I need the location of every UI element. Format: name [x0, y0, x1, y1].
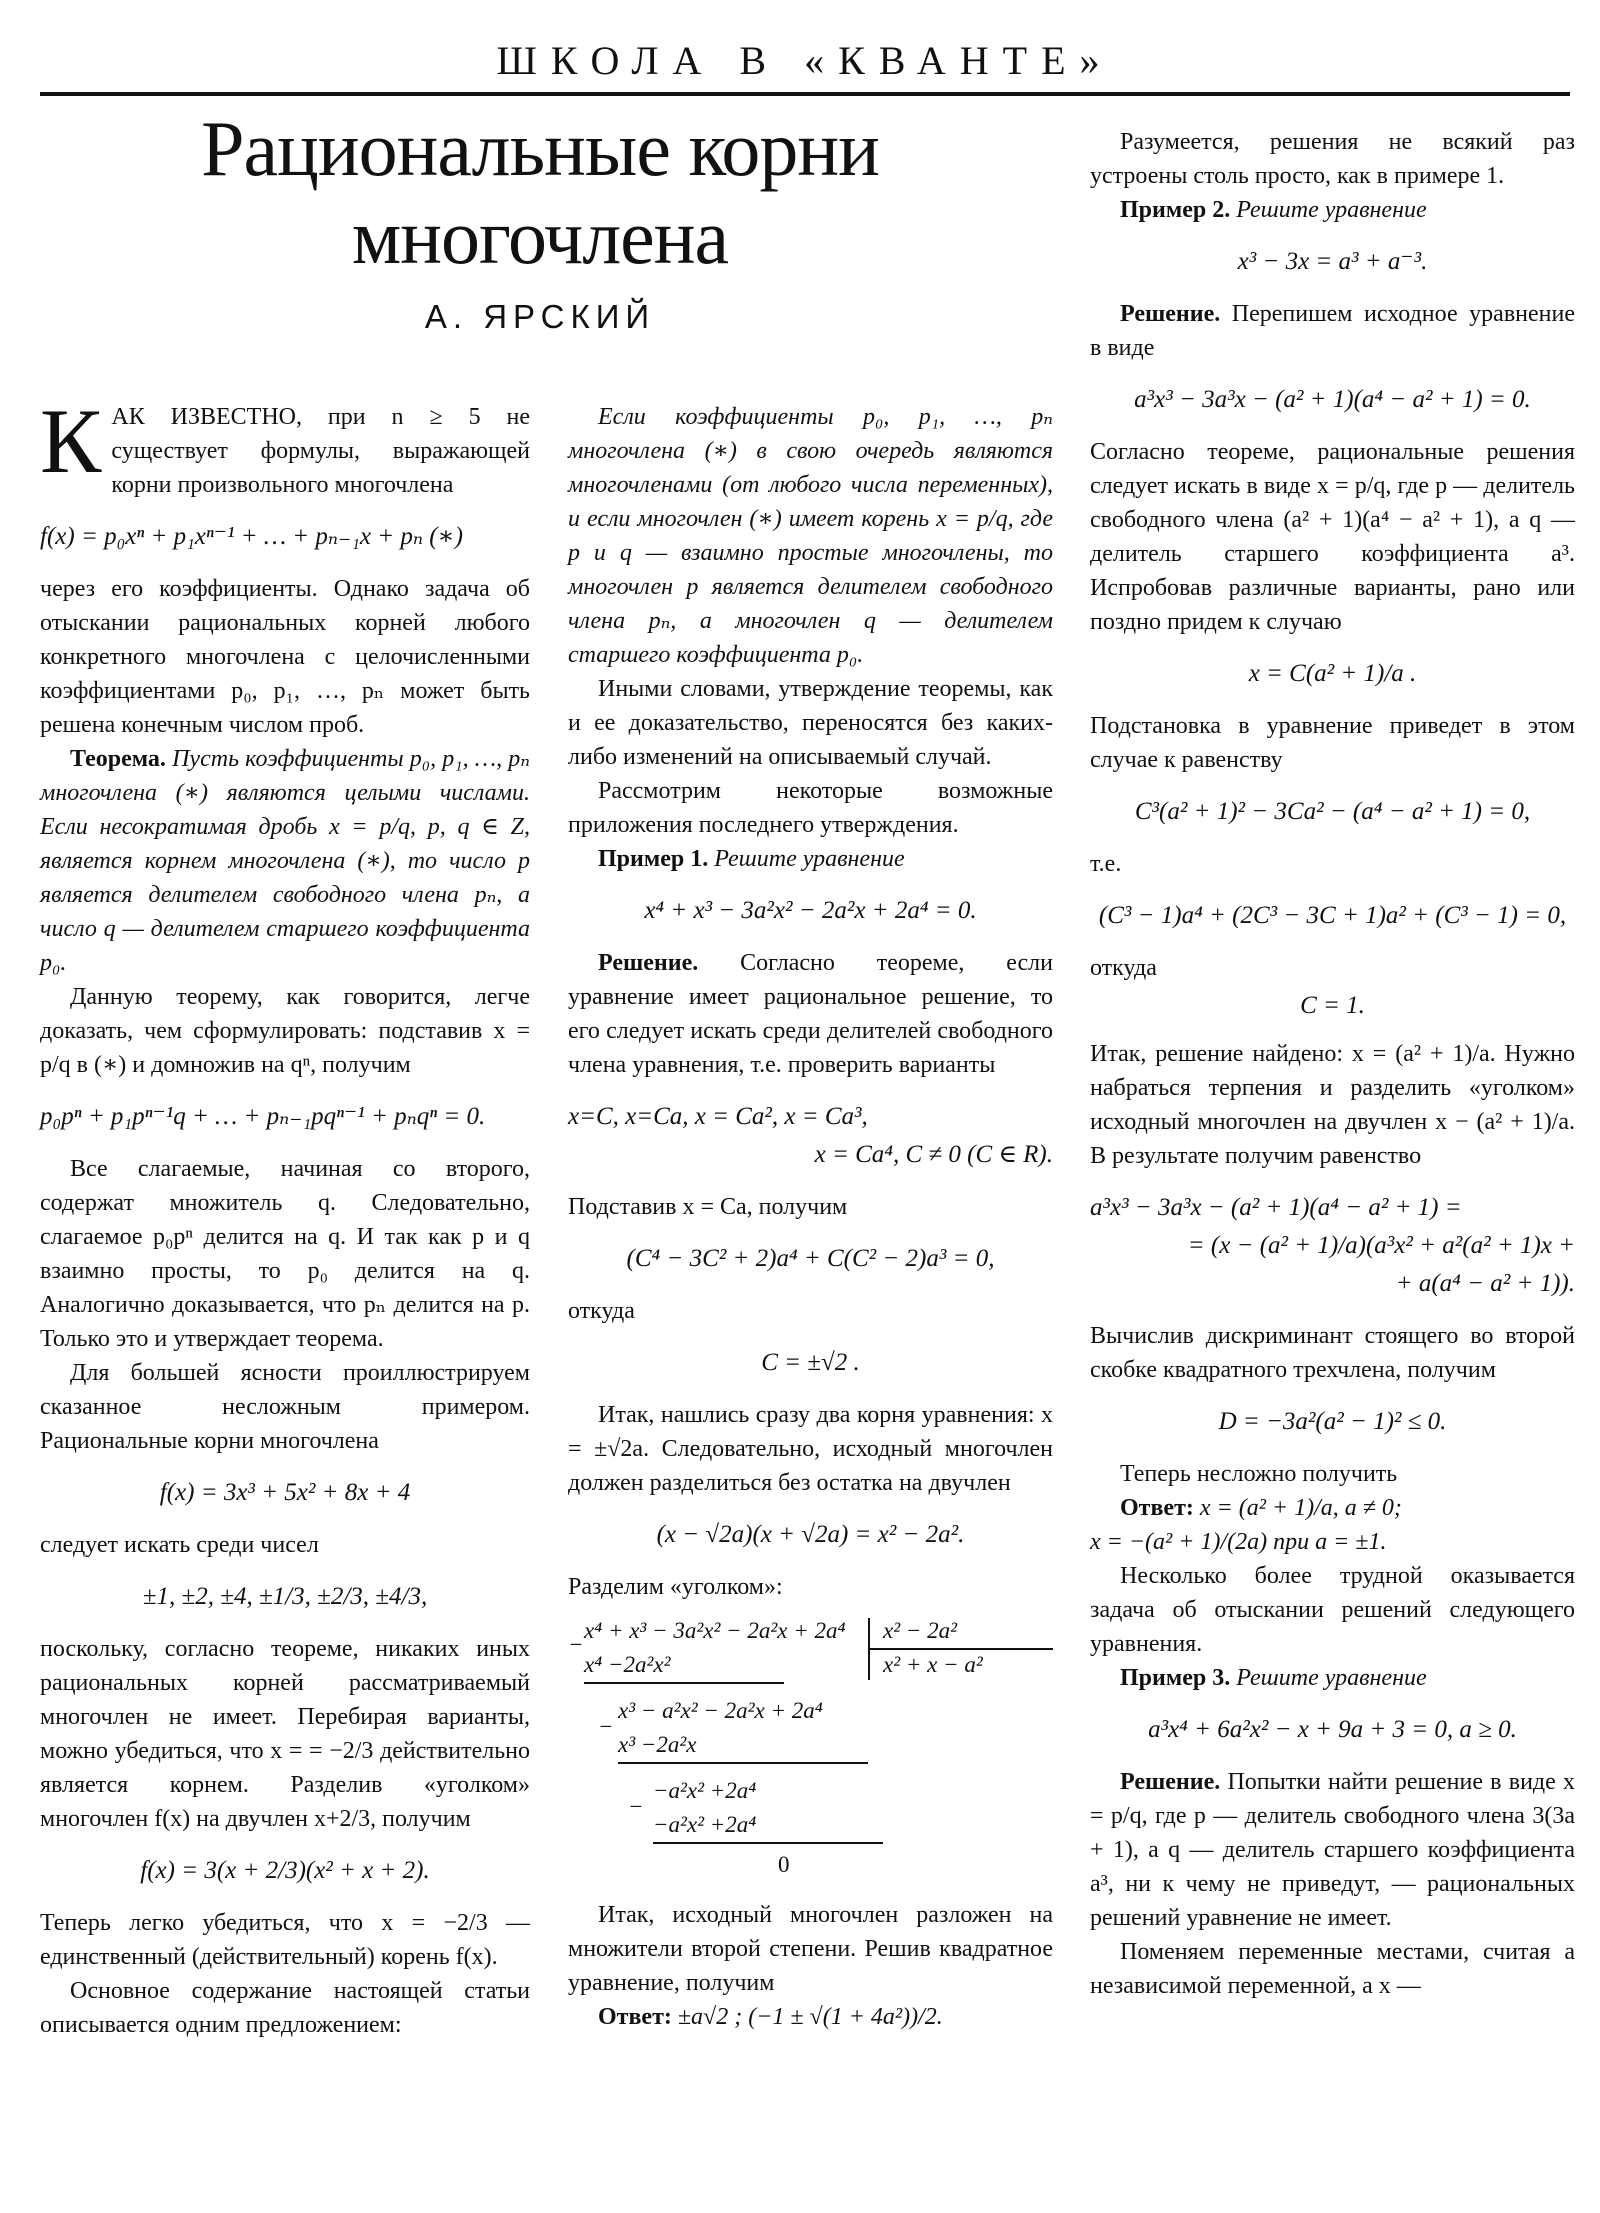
- example-3: [1090, 1661, 1575, 1695]
- paragraph: Итак, нашлись сразу два корня уравнения: x = ±√2a. Следовательно, исходный многочлен должен разделиться без остатка на двучлен: [568, 1402, 1053, 1496]
- formula: f(x) = p₀xⁿ + p₁xⁿ⁻¹ + … + pₙ₋₁x + pₙ (∗): [40, 523, 463, 550]
- paragraph: Несколько более трудной оказывается задача об отыскании решений следующего уравнения.: [1090, 1563, 1575, 1657]
- paragraph: поскольку, согласно теореме, никаких иных рациональных корней рассматриваемый многочлен не имеет. Перебирая варианты, можно убедиться, что x = = −2/3 действительно является корнем. Разделив «уголком» многочлен f(x) на двучлен x+2/3, получим: [40, 1636, 530, 1832]
- formula: f(x) = 3x³ + 5x² + 8x + 4: [159, 1479, 411, 1506]
- section-header: [40, 30, 1570, 96]
- paragraph: Теперь легко убедиться, что x = −2/3 — единственный (действительный) корень f(x).: [40, 1910, 530, 1970]
- answer-text: ±a√2 ; (−1 ± √(1 + 4a²))/2.: [677, 2004, 943, 2030]
- formula: x³ − 3x = a³ + a⁻³.: [1237, 248, 1428, 275]
- solution-label: Решение.: [1120, 301, 1221, 327]
- theorem-label: Теорема.: [70, 746, 166, 772]
- article-title: [40, 105, 1040, 281]
- statement-text: Если коэффициенты p₀, p₁, …, pₙ многочлена (∗) в свою очередь являются многочленами (от любого числа переменных), и если многочлен (∗) имеет корень x = p/q, где p и q — взаимно простые многочлены, то многочлен p является делителем свободного члена pₙ, а многочлен q — делителем старшего коэффициента p₀.: [568, 404, 1053, 668]
- solution-label: Решение.: [1120, 1769, 1221, 1795]
- formula: a³x³ − 3a³x − (a² + 1)(a⁴ − a² + 1) =: [1090, 1194, 1462, 1221]
- formula: = (x − (a² + 1)/a)(a³x² + a²(a² + 1)x +: [1187, 1232, 1575, 1259]
- answer-text: x = −(a² + 1)/(2a) при a = ±1.: [1090, 1529, 1387, 1555]
- long-division: [568, 1616, 1053, 2006]
- solution-text: Согласно теореме, если уравнение имеет рациональное решение, то его следует искать среди делителей свободного члена уравнения, т.е. проверить варианты: [568, 950, 1053, 1078]
- answer-label: Ответ:: [1120, 1495, 1194, 1521]
- subtrahend-2: x³ −2a²x: [618, 1732, 697, 1757]
- paragraph-text: АК ИЗВЕСТНО, при n ≥ 5 не существует формулы, выражающей корни произвольного многочлена: [111, 404, 530, 498]
- paragraph: Иными словами, утверждение теоремы, как и ее доказательство, переносятся без каких-либо изменений на описываемый случай.: [568, 676, 1053, 770]
- solution-text: Попытки найти решение в виде x = p/q, где p — делитель свободного члена 3(3a + 1), а q — делитель старшего коэффициента a³, ни к чему не приведут, — рациональных решений уравнение не имеет.: [1090, 1769, 1575, 1931]
- answer-2-continued: [1090, 1525, 1575, 1559]
- divisor: x² − 2a²: [883, 1618, 958, 1643]
- paragraph: откуда: [1090, 955, 1157, 981]
- section-title: ШКОЛА В «КВАНТЕ»: [496, 38, 1114, 83]
- division-line: [653, 1842, 883, 1844]
- paragraph: Разделим «уголком»:: [568, 1574, 783, 1600]
- author: А. ЯРСКИЙ: [424, 298, 656, 335]
- division-line: [618, 1762, 868, 1764]
- formula: (C⁴ − 3C² + 2)a⁴ + C(C² − 2)a³ = 0,: [626, 1245, 995, 1272]
- paragraph: Итак, решение найдено: x = (a² + 1)/a. Нужно набраться терпения и разделить «уголком» исходный многочлен на двучлен x − (a² + 1)/a. В результате получим равенство: [1090, 1041, 1575, 1169]
- solution-text: Перепишем исходное уравнение в виде: [1090, 301, 1575, 361]
- solution: [568, 946, 1053, 1082]
- paragraph: следует искать среди чисел: [40, 1532, 319, 1558]
- formula: D = −3a²(a² − 1)² ≤ 0.: [1218, 1408, 1447, 1435]
- remainder-2: −a²x² +2a⁴: [653, 1778, 757, 1803]
- formula: a³x³ − 3a³x − (a² + 1)(a⁴ − a² + 1) = 0.: [1134, 386, 1531, 413]
- drop-cap: К: [40, 390, 102, 492]
- formula: x = C(a² + 1)/a .: [1248, 660, 1417, 687]
- paragraph: откуда: [568, 1298, 635, 1324]
- example-label: Пример 3.: [1120, 1665, 1231, 1691]
- paragraph: Данную теорему, как говорится, легче доказать, чем сформулировать: подставив x = p/q в (∗) и домножив на qⁿ, получим: [40, 984, 530, 1078]
- formula: x=C, x=Ca, x = Ca², x = Ca³,: [568, 1103, 868, 1130]
- paragraph: Поменяем переменные местами, считая a независимой переменной, а x —: [1090, 1939, 1575, 1999]
- paragraph: через его коэффициенты. Однако задача об отыскании рациональных корней любого конкретного многочлена с целочисленными коэффициентами p₀, p₁, …, pₙ может быть решена конечным числом проб.: [40, 576, 530, 738]
- solution: [1090, 297, 1575, 365]
- paragraph: Разумеется, решения не всякий раз устроены столь просто, как в примере 1.: [1090, 129, 1575, 189]
- example-text: Решите уравнение: [1236, 1665, 1427, 1691]
- subtrahend-1: x⁴ −2a²x²: [584, 1652, 671, 1677]
- paragraph: Все слагаемые, начиная со второго, содержат множитель q. Следовательно, слагаемое p₀pⁿ делится на q. И так как p и q взаимно просты, то p₀ делится на q. Аналогично доказывается, что pₙ делится на p. Только это и утверждает теорема.: [40, 1156, 530, 1352]
- paragraph: Итак, исходный многочлен разложен на множители второй степени. Решив квадратное уравнение, получим: [568, 1902, 1053, 1996]
- formula: f(x) = 3(x + 2/3)(x² + x + 2).: [140, 1857, 430, 1884]
- answer-2: [1090, 1491, 1575, 1525]
- formula: C³(a² + 1)² − 3Ca² − (a⁴ − a² + 1) = 0,: [1134, 798, 1531, 825]
- remainder-1: x³ − a²x² − 2a²x + 2a⁴: [618, 1698, 823, 1723]
- formula: a³x⁴ + 6a²x² − x + 9a + 3 = 0, a ≥ 0.: [1148, 1716, 1517, 1743]
- paragraph: Подставив x = Ca, получим: [568, 1194, 848, 1220]
- formula: x = Ca⁴, C ≠ 0 (C ∈ R).: [814, 1141, 1053, 1168]
- example-label: Пример 1.: [598, 846, 709, 872]
- title-line-2: многочлена: [351, 193, 729, 280]
- paragraph: Теперь несложно получить: [1120, 1461, 1398, 1487]
- division-minus: −: [628, 1794, 644, 1819]
- example-label: Пример 2.: [1120, 197, 1231, 223]
- division-minus: −: [598, 1714, 614, 1739]
- formula: x⁴ + x³ − 3a²x² − 2a²x + 2a⁴ = 0.: [644, 897, 977, 924]
- quotient: x² + x − a²: [883, 1652, 983, 1677]
- paragraph: Вычислив дискриминант стоящего во второй скобке квадратного трехчлена, получим: [1090, 1323, 1575, 1383]
- example-2: [1090, 193, 1575, 227]
- title-line-1: Рациональные корни: [201, 105, 879, 192]
- example-text: Решите уравнение: [714, 846, 905, 872]
- column-3: [1090, 125, 1575, 2003]
- formula: p₀pⁿ + p₁pⁿ⁻¹q + … + pₙ₋₁pqⁿ⁻¹ + pₙqⁿ = 0.: [40, 1103, 486, 1130]
- dividend: x⁴ + x³ − 3a²x² − 2a²x + 2a⁴: [584, 1618, 846, 1643]
- solution: [1090, 1765, 1575, 1935]
- theorem: [40, 742, 530, 980]
- subtrahend-3: −a²x² +2a⁴: [653, 1812, 757, 1837]
- column-1: [40, 390, 530, 2042]
- paragraph: Основное содержание настоящей статьи описывается одним предложением:: [40, 1978, 530, 2038]
- formula: + a(a⁴ − a² + 1)).: [1395, 1270, 1575, 1297]
- example-text: Решите уравнение: [1236, 197, 1427, 223]
- paragraph: Согласно теореме, рациональные решения следует искать в виде x = p/q, где p — делитель свободного члена (a² + 1)(a⁴ − a² + 1), а q — делитель старшего коэффициента a³. Испробовав различные варианты, рано или поздно придем к случаю: [1090, 439, 1575, 635]
- paragraph: Подстановка в уравнение приведет в этом случае к равенству: [1090, 713, 1575, 773]
- formula: C = ±√2 .: [761, 1349, 860, 1376]
- paragraph: Рассмотрим некоторые возможные приложения последнего утверждения.: [568, 778, 1053, 838]
- division-line: [584, 1682, 784, 1684]
- example-1: [568, 842, 1053, 876]
- paragraph: Для большей ясности проиллюстрируем сказанное несложным примером. Рациональные корни многочлена: [40, 1360, 530, 1454]
- paragraph: [40, 390, 530, 502]
- formula: (C³ − 1)a⁴ + (2C³ − 3C + 1)a² + (C³ − 1) = 0,: [1098, 902, 1567, 929]
- column-2: [568, 400, 1053, 2034]
- answer-label: Ответ:: [598, 2004, 672, 2030]
- formula: ±1, ±2, ±4, ±1/3, ±2/3, ±4/3,: [142, 1583, 428, 1610]
- statement: [568, 400, 1053, 672]
- paragraph: т.е.: [1090, 851, 1122, 877]
- division-minus: −: [568, 1632, 584, 1657]
- solution-label: Решение.: [598, 950, 699, 976]
- formula: (x − √2a)(x + √2a) = x² − 2a².: [656, 1521, 965, 1548]
- division-remainder: 0: [778, 1852, 790, 1877]
- answer-text: x = (a² + 1)/a, a ≠ 0;: [1199, 1495, 1402, 1521]
- formula: C = 1.: [1300, 992, 1365, 1019]
- theorem-text: Пусть коэффициенты p₀, p₁, …, pₙ многочлена (∗) являются целыми числами. Если несократимая дробь x = p/q, p, q ∈ Z, является корнем многочлена (∗), то число p является делителем свободного члена pₙ, а число q — делителем старшего коэффициента p₀.: [40, 746, 530, 976]
